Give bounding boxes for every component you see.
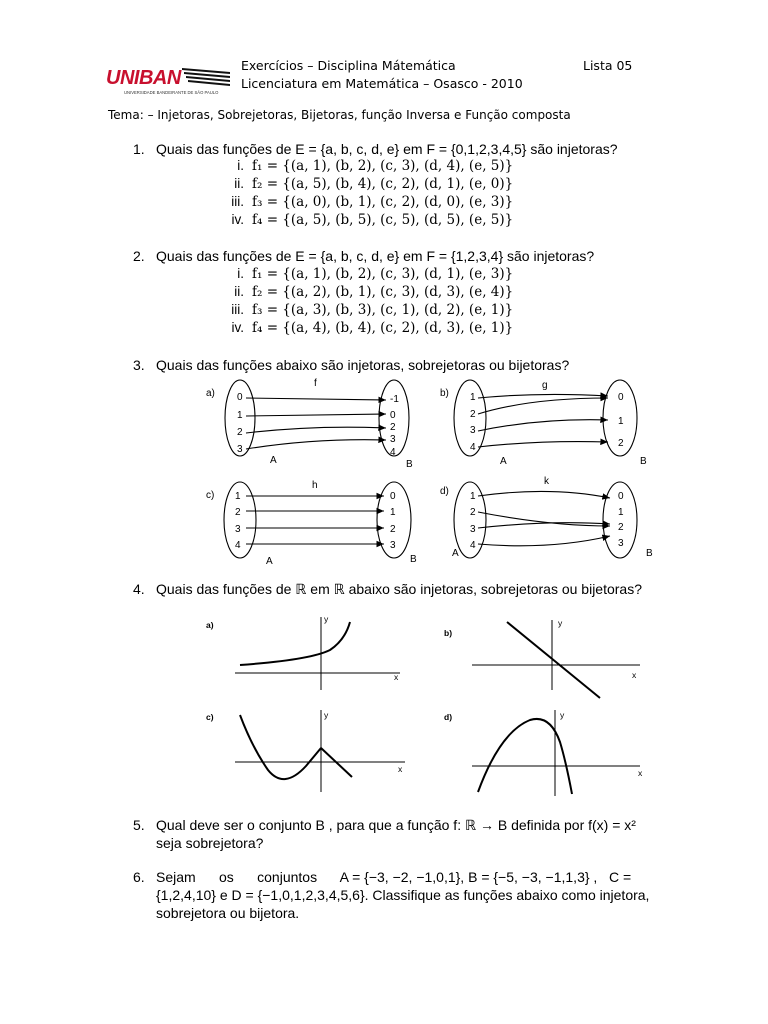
set-label: B (640, 456, 647, 467)
q1-number: 1. (133, 141, 145, 157)
codomain-value: 4 (390, 447, 396, 458)
diagram-a-fname: f (314, 378, 317, 389)
domain-value: 3 (237, 444, 243, 455)
header-line-2: Licenciatura em Matemática – Osasco - 2010 (241, 76, 523, 91)
axis-label: x (638, 768, 643, 778)
diagram-b-fname: g (542, 380, 548, 391)
q1-item: ii. f₂ = {(a, 5), (b, 4), (c, 2), (d, 1), (e, 0)} (234, 176, 514, 192)
codomain-value: 3 (390, 540, 396, 551)
q3-diagrams (200, 378, 660, 571)
axis-label: y (324, 614, 329, 624)
domain-value: 3 (470, 425, 476, 436)
q3-number: 3. (133, 357, 145, 373)
codomain-value: 1 (390, 507, 396, 518)
q4-text: Quais das funções de ℝ em ℝ abaixo são injetoras, sobrejetoras ou bijetoras? (156, 581, 643, 597)
codomain-value: 0 (618, 392, 624, 403)
logo-tagline: UNIVERSIDADE BANDEIRANTE DE SÃO PAULO (124, 90, 219, 95)
codomain-value: 1 (618, 416, 624, 427)
axis-label: x (398, 764, 403, 774)
domain-value: 1 (470, 392, 476, 403)
domain-value: 4 (235, 540, 241, 551)
graph-b-label: b) (444, 628, 453, 638)
graph-d-label: d) (444, 712, 453, 722)
domain-value: 3 (235, 524, 241, 535)
axis-label: y (560, 710, 565, 720)
domain-value: 2 (237, 427, 243, 438)
q2-item: iii. f₃ = {(a, 3), (b, 3), (c, 1), (d, 2), (e, 1)} (231, 302, 514, 318)
q6-number: 6. (133, 869, 145, 885)
diagram-b-label: b) (440, 388, 449, 399)
q5-line1: Qual deve ser o conjunto B , para que a função f: ℝ → B definida por f(x) = x² (156, 817, 636, 833)
q2-number: 2. (133, 248, 145, 264)
codomain-value: 1 (618, 507, 624, 518)
q4-graphs (200, 612, 660, 809)
set-label: B (406, 459, 413, 470)
codomain-value: 0 (390, 410, 396, 421)
q6-line2: {1,2,4,10} e D = {−1,0,1,2,3,4,5,6}. Classifique as funções abaixo como injetora, (156, 887, 650, 903)
domain-value: 0 (237, 392, 243, 403)
q2-item: i. f₁ = {(a, 1), (b, 2), (c, 3), (d, 1), (e, 3)} (237, 266, 514, 282)
codomain-value: 2 (618, 522, 624, 533)
domain-value: 4 (470, 540, 476, 551)
header-list: Lista 05 (583, 58, 633, 73)
set-label: A (270, 455, 277, 466)
q2-text: Quais das funções de E = {a, b, c, d, e} em F = {1,2,3,4} são injetoras? (156, 248, 595, 264)
topic-line: Tema: – Injetoras, Sobrejetoras, Bijetoras, função Inversa e Função composta (108, 108, 571, 122)
logo-brand: UNIBAN (106, 67, 181, 89)
diagram-d-fname: k (544, 476, 549, 487)
codomain-value: 3 (618, 538, 624, 549)
q2-item: iv. f₄ = {(a, 4), (b, 4), (c, 2), (d, 3), (e, 1)} (231, 320, 514, 336)
axis-label: y (558, 618, 563, 628)
q1-item: i. f₁ = {(a, 1), (b, 2), (c, 3), (d, 4), (e, 5)} (237, 158, 514, 174)
q5-number: 5. (133, 817, 145, 833)
q1-text: Quais das funções de E = {a, b, c, d, e} em F = {0,1,2,3,4,5} são injetoras? (156, 141, 618, 157)
q1-item: iv. f₄ = {(a, 5), (b, 5), (c, 5), (d, 5), (e, 5)} (231, 212, 514, 228)
set-label: A (452, 548, 459, 559)
q3-text: Quais das funções abaixo são injetoras, sobrejetoras ou bijetoras? (156, 357, 570, 373)
diagram-c-fname: h (312, 480, 318, 491)
graph-a-label: a) (206, 620, 214, 630)
domain-value: 3 (470, 524, 476, 535)
q2-item: ii. f₂ = {(a, 2), (b, 1), (c, 3), (d, 3), (e, 4)} (234, 284, 514, 300)
domain-value: 1 (470, 491, 476, 502)
domain-value: 1 (235, 491, 241, 502)
q1-item: iii. f₃ = {(a, 0), (b, 1), (c, 2), (d, 0), (e, 3)} (231, 194, 514, 210)
domain-value: 2 (470, 409, 476, 420)
axis-label: x (632, 670, 637, 680)
codomain-value: -1 (390, 394, 399, 405)
set-label: A (266, 556, 273, 566)
domain-value: 1 (237, 410, 243, 421)
codomain-value: 2 (618, 438, 624, 449)
q5-line2: seja sobrejetora? (156, 835, 264, 851)
set-label: B (410, 554, 417, 565)
axis-label: y (324, 710, 329, 720)
axis-label: x (394, 672, 399, 682)
set-label: A (500, 456, 507, 467)
diagram-a-label: a) (206, 388, 215, 399)
header-line-1: Exercícios – Disciplina Mátemática (241, 58, 456, 73)
q6-line1: Sejam os conjuntos A = {−3, −2, −1,0,1}, B = {−5, −3, −1,1,3} , C = (156, 869, 632, 885)
codomain-value: 0 (390, 491, 396, 502)
set-label: B (646, 548, 653, 559)
q4-number: 4. (133, 581, 145, 597)
diagram-d-label: d) (440, 486, 449, 497)
domain-value: 2 (235, 507, 241, 518)
codomain-value: 3 (390, 434, 396, 445)
codomain-value: 2 (390, 422, 396, 433)
graph-c-label: c) (206, 712, 214, 722)
logo (106, 62, 232, 98)
domain-value: 4 (470, 442, 476, 453)
q6-line3: sobrejetora ou bijetora. (156, 905, 300, 921)
diagram-c-label: c) (206, 490, 215, 501)
codomain-value: 0 (618, 491, 624, 502)
codomain-value: 2 (390, 524, 396, 535)
logo-stripes (182, 68, 230, 86)
domain-value: 2 (470, 507, 476, 518)
